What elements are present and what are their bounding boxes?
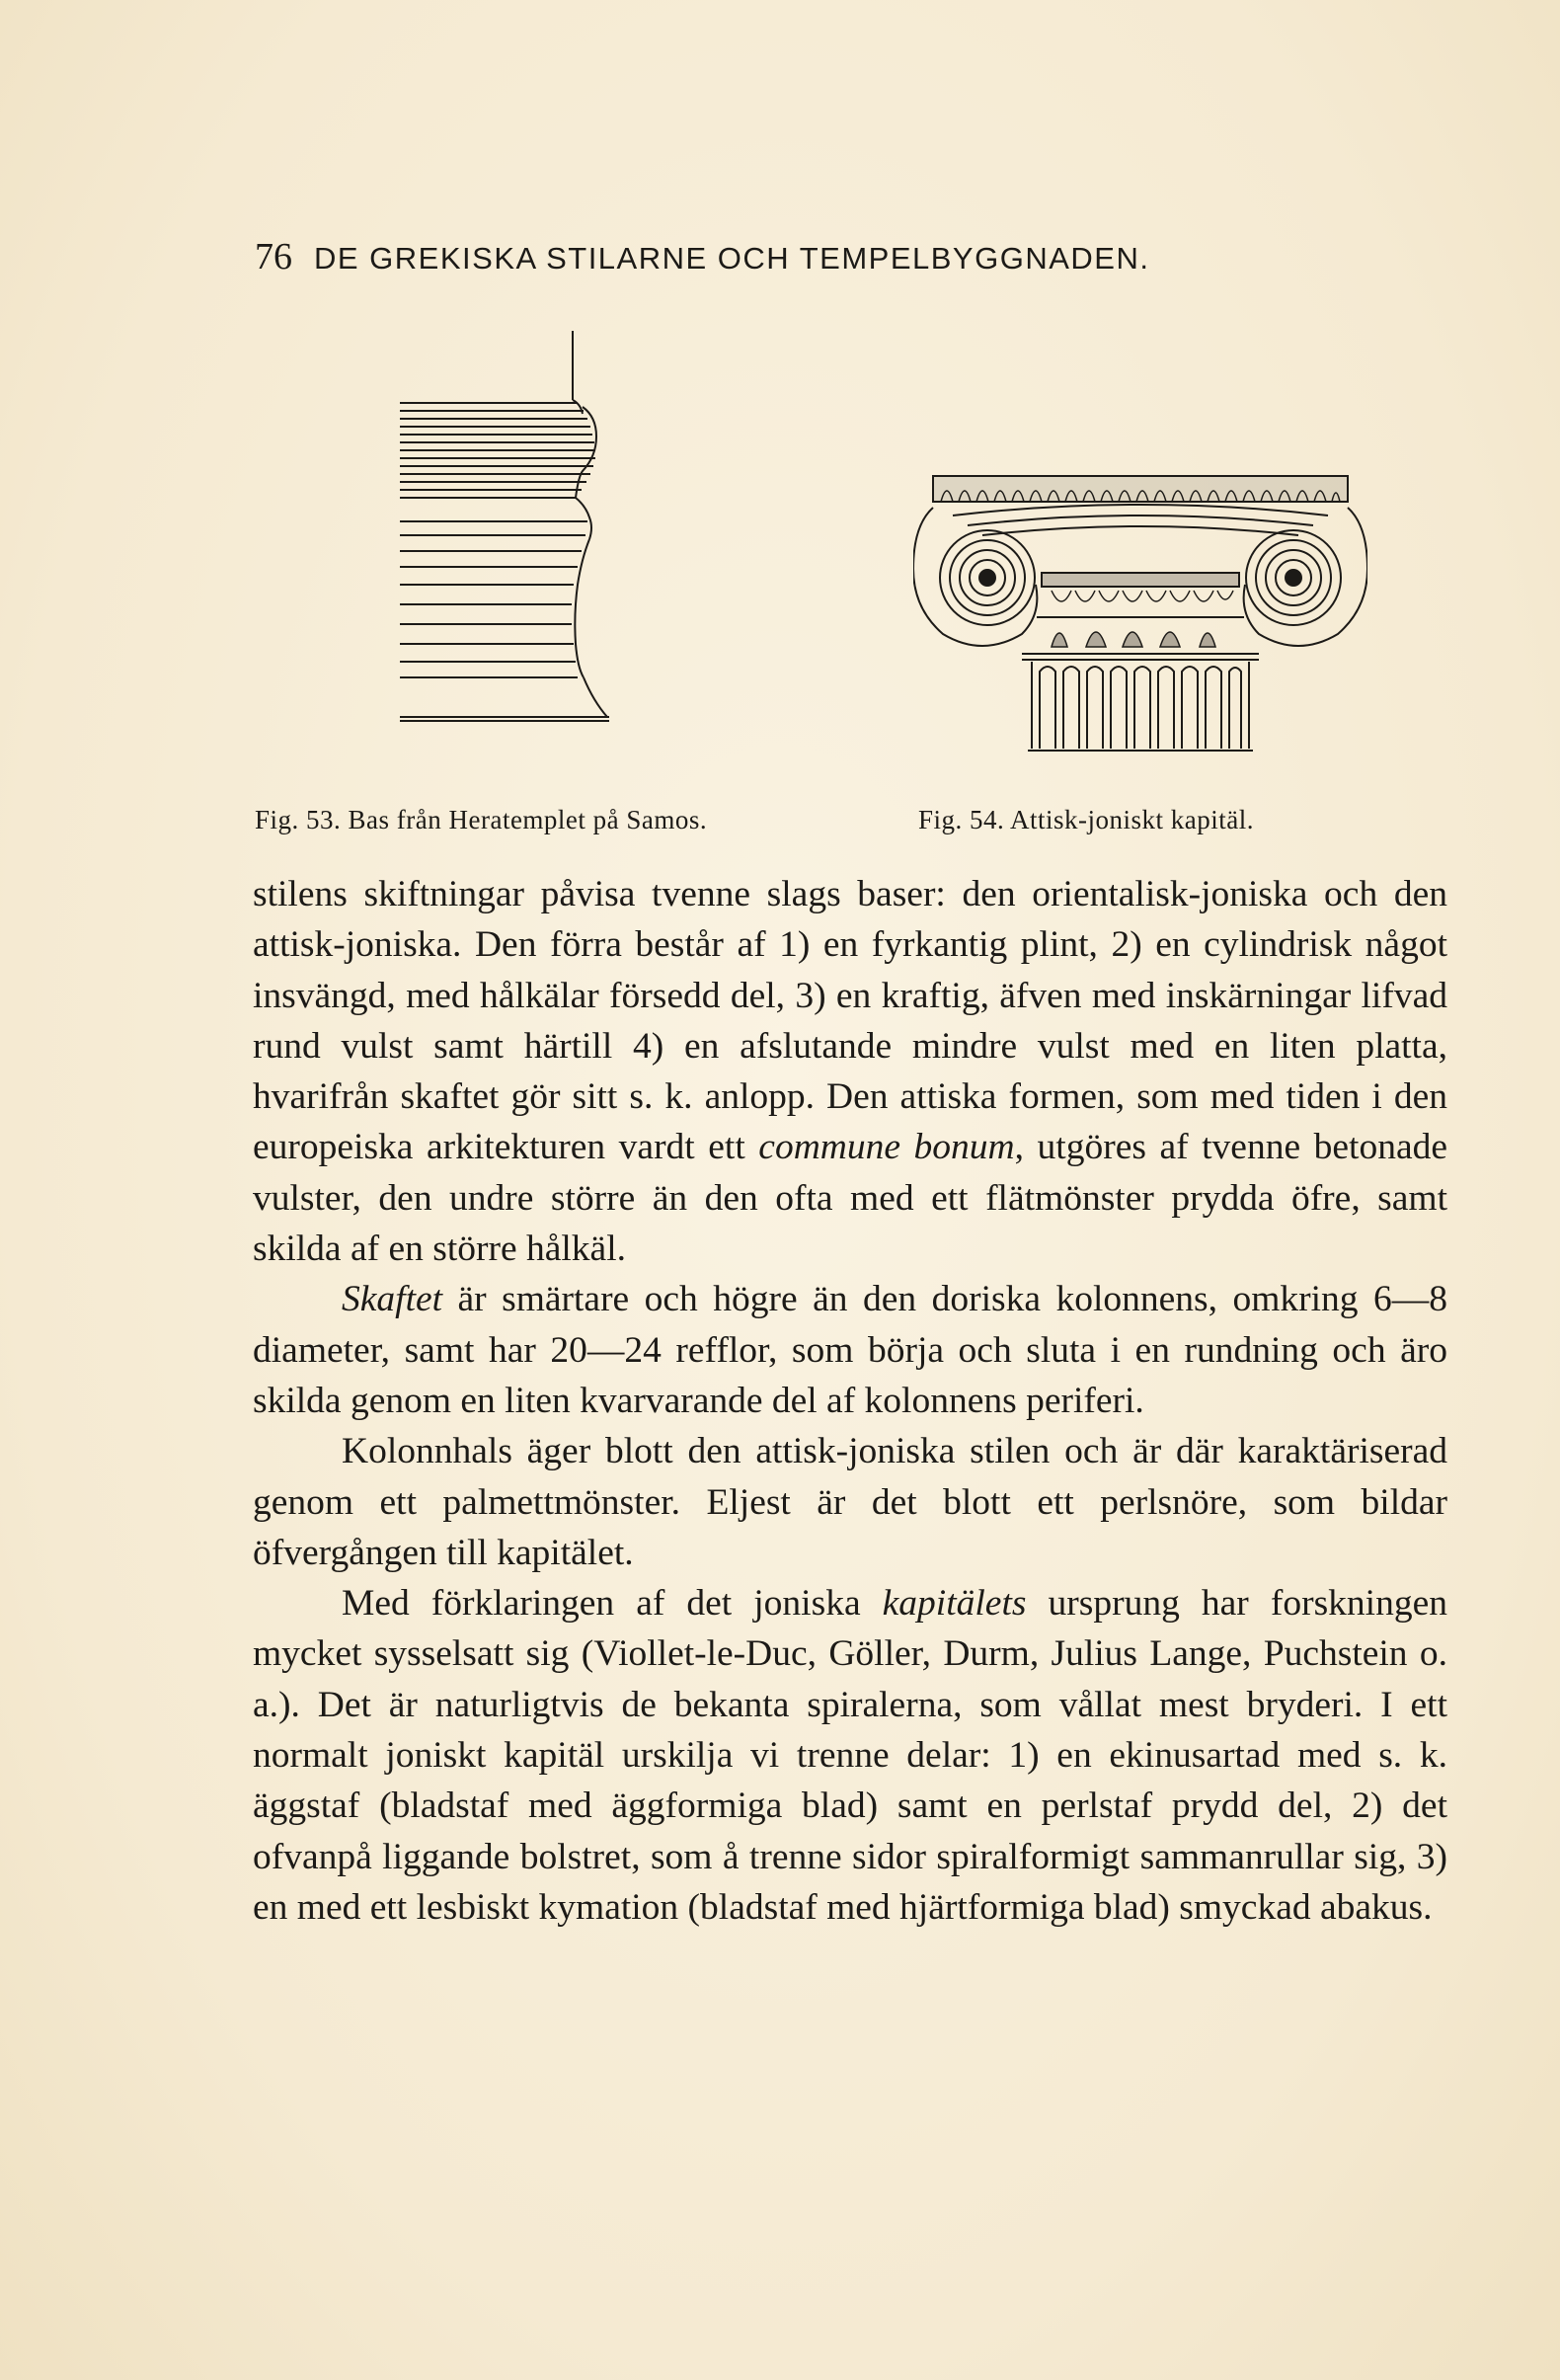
paragraph-2: Skaftet är smärtare och högre än den doriska kolonnens, omkring 6—8 diameter, samt har 20—24 refflor, som börja och sluta i en rundning och äro skilda genom en liten kvarvarande del af kolonnens periferi.	[253, 1279, 1447, 1421]
running-title: DE GREKISKA STILARNE OCH TEMPELBYGGNADEN.	[314, 241, 1150, 276]
body-text	[253, 869, 1447, 1933]
paragraph-4: Med förklaringen af det joniska kapitälets ursprung har forskningen mycket sysselsatt sig (Viollet-le-Duc, Göller, Durm, Julius Lange, Puchstein o. a.). Det är naturligtvis de bekanta spiralerna, som vållat mest bryderi. I ett normalt joniskt kapitäl urskilja vi trenne delar: 1) en ekinusartad med s. k. äggstaf (bladstaf med äggformiga blad) samt en perlstaf prydd del, 2) det ofvanpå liggande bolstret, som å trenne sidor spiralformigt sammanrullar sig, 3) en med ett lesbiskt kymation (bladstaf med hjärtformiga blad) smyckad abakus.	[253, 1583, 1447, 1928]
paragraph-1: stilens skiftningar påvisa tvenne slags baser: den orientalisk-joniska och den attisk-joniska. Den förra består af 1) en fyrkantig plint, 2) en cylindrisk något insvängd, med hålkälar försedd del, 3) en kraftig, äfven med inskärningar lifvad rund vulst samt härtill 4) en afslutande mindre vulst med en liten platta, hvarifrån skaftet gör sitt s. k. anlopp. Den attiska formen, som med tiden i den europeiska arkitekturen vardt ett commune bonum, utgöres af tvenne betonade vulster, den undre större än den ofta med ett flätmönster prydda öfre, samt skilda af en större hålkäl.	[253, 874, 1447, 1270]
fig53-base-drawing	[390, 326, 627, 760]
fig53-caption: Fig. 53. Bas från Heratemplet på Samos.	[255, 805, 708, 834]
fig54-caption: Fig. 54. Attisk-joniskt kapitäl.	[918, 805, 1255, 834]
fig54-ionic-capital-drawing	[913, 464, 1367, 770]
paragraph-3: Kolonnhals äger blott den attisk-joniska stilen och är där karaktäriserad genom ett palmettmönster. Eljest är det blott ett perlsnöre, som bildar öfvergången till kapitälet.	[253, 1431, 1447, 1573]
running-header	[255, 235, 1149, 278]
page-number: 76	[255, 236, 292, 278]
